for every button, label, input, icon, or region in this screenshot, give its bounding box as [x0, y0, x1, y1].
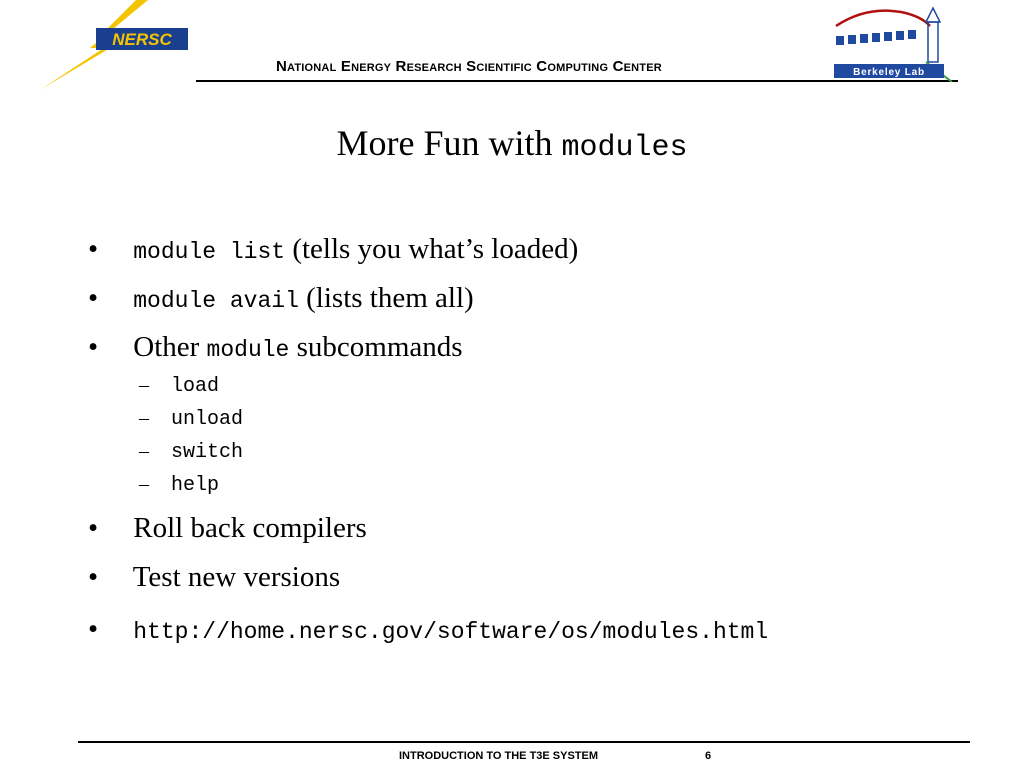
sub-marker: – — [139, 440, 149, 462]
bullet-item — [88, 231, 578, 270]
bullet-text: Test new versions — [132, 561, 341, 593]
bullet-marker: • — [88, 561, 99, 593]
bullet-code: module avail — [133, 288, 299, 314]
bullet-item — [88, 611, 768, 650]
bullet-marker: • — [88, 233, 99, 265]
nersc-logo-text: NERSC — [112, 30, 172, 49]
bullet-text: Other — [133, 331, 200, 363]
bullet-item — [88, 559, 340, 595]
sub-marker: – — [139, 374, 149, 396]
footer-title: INTRODUCTION TO THE T3E SYSTEM — [399, 750, 599, 762]
sub-item — [139, 372, 219, 400]
bullet-marker: • — [88, 331, 99, 363]
sub-marker: – — [139, 407, 149, 429]
nersc-logo — [38, 0, 198, 90]
slide-title-code: modules — [561, 131, 688, 165]
bullet-code: module — [206, 337, 290, 363]
bullet-item — [88, 280, 474, 319]
bullet-code: module list — [133, 239, 286, 265]
bullet-item — [88, 329, 463, 368]
bullet-item — [88, 510, 367, 546]
slide-title — [0, 122, 1024, 165]
bullet-marker: • — [88, 512, 99, 544]
sub-marker: – — [139, 473, 149, 495]
sub-item — [139, 438, 243, 466]
sub-item — [139, 471, 219, 499]
bullet-text: (lists them all) — [306, 282, 474, 314]
sub-item-code: help — [171, 474, 220, 497]
building-row-icon — [836, 30, 916, 45]
bullet-text: Roll back compilers — [133, 512, 367, 544]
bullet-text-suffix: subcommands — [296, 331, 463, 363]
slide-title-text: More Fun with — [336, 123, 553, 163]
sub-item — [139, 405, 243, 433]
sub-item-code: switch — [171, 441, 244, 464]
berkeley-lab-logo — [826, 4, 956, 82]
arc-icon — [836, 11, 930, 26]
bullet-marker: • — [88, 613, 99, 645]
sub-item-code: unload — [171, 408, 244, 431]
berkeley-lab-text: Berkeley Lab — [853, 67, 925, 78]
header-title: National Energy Research Scientific Computing Center — [276, 58, 662, 75]
footer-divider — [78, 741, 970, 743]
sub-item-code: load — [171, 375, 220, 398]
page-number: 6 — [705, 750, 712, 762]
bullet-text: (tells you what’s loaded) — [292, 233, 579, 265]
bullet-marker: • — [88, 282, 99, 314]
url-link[interactable]: http://home.nersc.gov/software/os/modules.html — [133, 619, 769, 645]
